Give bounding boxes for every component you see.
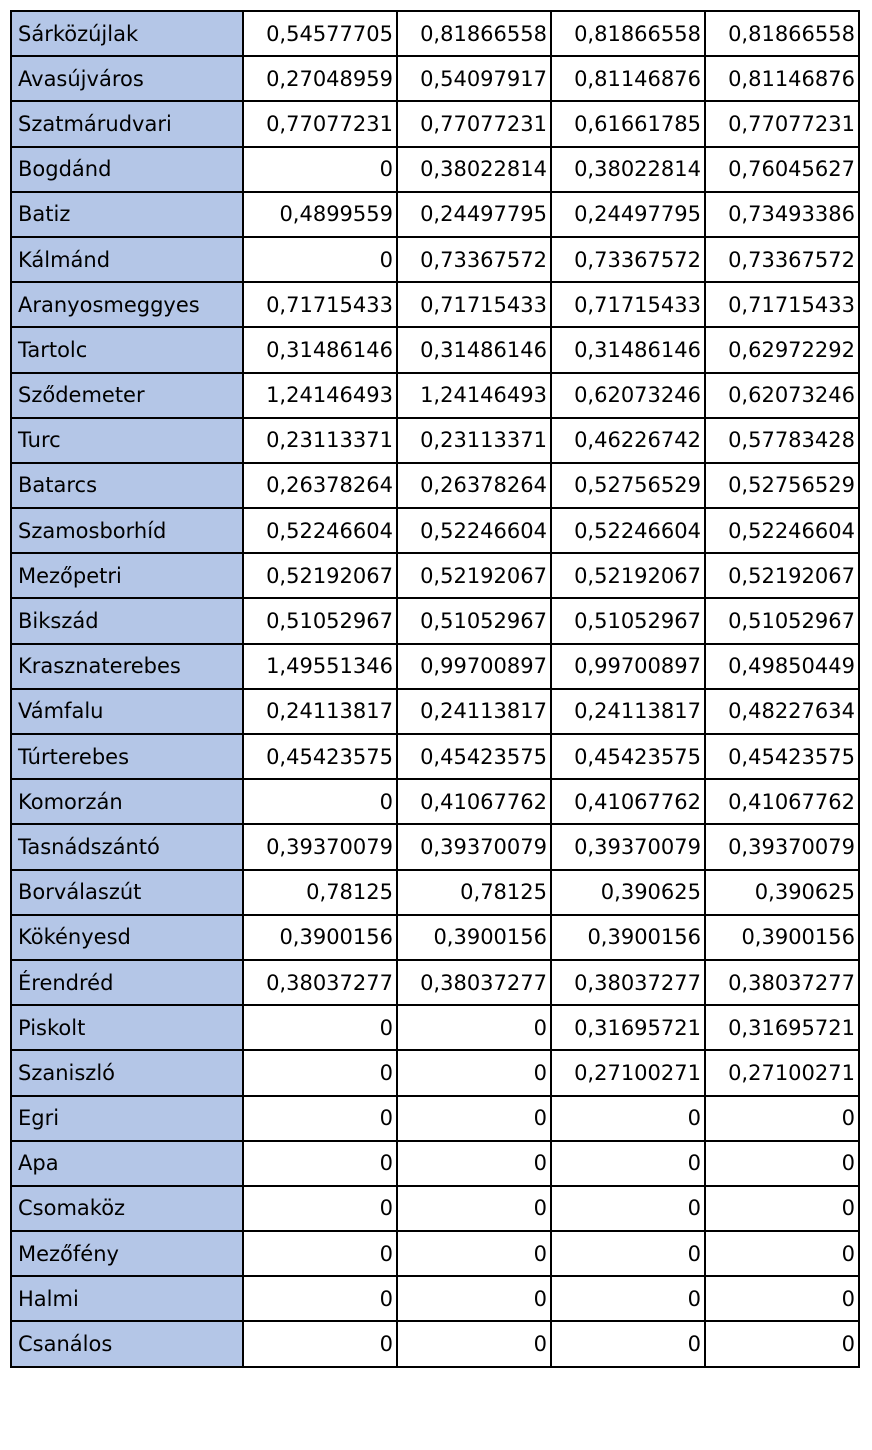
value-cell-col-3: 0,46226742 — [551, 418, 705, 463]
value-cell-col-2: 0 — [397, 1186, 551, 1231]
value-cell-col-2: 0,52246604 — [397, 508, 551, 553]
value-cell-col-2: 0,3900156 — [397, 915, 551, 960]
value-cell-col-4: 0,27100271 — [705, 1050, 859, 1095]
value-cell-col-4: 0,390625 — [705, 870, 859, 915]
table-row — [11, 192, 859, 237]
value-cell-col-1: 0,77077231 — [243, 101, 397, 146]
value-cell-col-4: 0,81866558 — [705, 11, 859, 56]
value-cell-col-2: 0,41067762 — [397, 779, 551, 824]
value-cell-col-3: 0,73367572 — [551, 237, 705, 282]
settlement-name-cell: Szaniszló — [11, 1050, 243, 1095]
settlement-name-cell: Aranyosmeggyes — [11, 282, 243, 327]
settlement-name-cell: Tartolc — [11, 327, 243, 372]
value-cell-col-2: 0 — [397, 1231, 551, 1276]
value-cell-col-4: 0,52756529 — [705, 463, 859, 508]
settlement-name-cell: Piskolt — [11, 1005, 243, 1050]
table-row — [11, 1141, 859, 1186]
settlement-name-cell: Egri — [11, 1096, 243, 1141]
value-cell-col-4: 0,31695721 — [705, 1005, 859, 1050]
value-cell-col-1: 1,49551346 — [243, 644, 397, 689]
value-cell-col-1: 0,52246604 — [243, 508, 397, 553]
value-cell-col-3: 0,24113817 — [551, 689, 705, 734]
settlement-name-cell: Kálmánd — [11, 237, 243, 282]
value-cell-col-1: 0,31486146 — [243, 327, 397, 372]
value-cell-col-3: 0,81866558 — [551, 11, 705, 56]
value-cell-col-3: 0 — [551, 1321, 705, 1366]
value-cell-col-4: 0,51052967 — [705, 598, 859, 643]
value-cell-col-4: 0,38037277 — [705, 960, 859, 1005]
settlement-name-cell: Tasnádszántó — [11, 824, 243, 869]
value-cell-col-4: 0,71715433 — [705, 282, 859, 327]
table-row — [11, 644, 859, 689]
table-row — [11, 237, 859, 282]
value-cell-col-1: 0,39370079 — [243, 824, 397, 869]
settlement-name-cell: Sződemeter — [11, 373, 243, 418]
value-cell-col-1: 0,4899559 — [243, 192, 397, 237]
table-row — [11, 824, 859, 869]
table-row — [11, 553, 859, 598]
value-cell-col-2: 0,45423575 — [397, 734, 551, 779]
settlement-name-cell: Csomaköz — [11, 1186, 243, 1231]
value-cell-col-1: 0,27048959 — [243, 56, 397, 101]
value-cell-col-4: 0 — [705, 1231, 859, 1276]
value-cell-col-2: 0,26378264 — [397, 463, 551, 508]
value-cell-col-1: 0,78125 — [243, 870, 397, 915]
value-cell-col-3: 0 — [551, 1096, 705, 1141]
value-cell-col-2: 1,24146493 — [397, 373, 551, 418]
settlement-values-table — [10, 10, 860, 1368]
table-row — [11, 915, 859, 960]
value-cell-col-4: 0,49850449 — [705, 644, 859, 689]
value-cell-col-2: 0,24113817 — [397, 689, 551, 734]
value-cell-col-1: 0 — [243, 1276, 397, 1321]
value-cell-col-2: 0,52192067 — [397, 553, 551, 598]
settlement-name-cell: Avasújváros — [11, 56, 243, 101]
table-row — [11, 598, 859, 643]
value-cell-col-1: 0,23113371 — [243, 418, 397, 463]
value-cell-col-4: 0 — [705, 1186, 859, 1231]
table-row — [11, 373, 859, 418]
value-cell-col-4: 0,57783428 — [705, 418, 859, 463]
value-cell-col-2: 0,51052967 — [397, 598, 551, 643]
table-row — [11, 689, 859, 734]
value-cell-col-2: 0,39370079 — [397, 824, 551, 869]
settlement-name-cell: Batarcs — [11, 463, 243, 508]
value-cell-col-3: 0,52192067 — [551, 553, 705, 598]
value-cell-col-3: 0,51052967 — [551, 598, 705, 643]
value-cell-col-1: 0,51052967 — [243, 598, 397, 643]
table-row — [11, 1096, 859, 1141]
value-cell-col-2: 0,73367572 — [397, 237, 551, 282]
table-row — [11, 56, 859, 101]
settlement-name-cell: Bogdánd — [11, 147, 243, 192]
value-cell-col-1: 0 — [243, 1096, 397, 1141]
settlement-name-cell: Szamosborhíd — [11, 508, 243, 553]
value-cell-col-2: 0 — [397, 1005, 551, 1050]
table-row — [11, 463, 859, 508]
value-cell-col-4: 0 — [705, 1141, 859, 1186]
value-cell-col-4: 0,48227634 — [705, 689, 859, 734]
value-cell-col-2: 0,78125 — [397, 870, 551, 915]
table-row — [11, 418, 859, 463]
value-cell-col-3: 0,52756529 — [551, 463, 705, 508]
value-cell-col-1: 0,52192067 — [243, 553, 397, 598]
settlement-name-cell: Mezőfény — [11, 1231, 243, 1276]
value-cell-col-1: 0,71715433 — [243, 282, 397, 327]
value-cell-col-2: 0 — [397, 1141, 551, 1186]
table-row — [11, 1050, 859, 1095]
value-cell-col-1: 0,45423575 — [243, 734, 397, 779]
value-cell-col-1: 0 — [243, 1141, 397, 1186]
value-cell-col-4: 0 — [705, 1276, 859, 1321]
table-row — [11, 870, 859, 915]
value-cell-col-3: 0,41067762 — [551, 779, 705, 824]
settlement-name-cell: Túrterebes — [11, 734, 243, 779]
value-cell-col-1: 0 — [243, 779, 397, 824]
value-cell-col-4: 0,77077231 — [705, 101, 859, 146]
value-cell-col-3: 0,31486146 — [551, 327, 705, 372]
settlement-name-cell: Apa — [11, 1141, 243, 1186]
value-cell-col-3: 0,38037277 — [551, 960, 705, 1005]
value-cell-col-1: 0,3900156 — [243, 915, 397, 960]
table-row — [11, 960, 859, 1005]
value-cell-col-2: 0,54097917 — [397, 56, 551, 101]
table-row — [11, 11, 859, 56]
value-cell-col-4: 0,62073246 — [705, 373, 859, 418]
table-row — [11, 282, 859, 327]
value-cell-col-1: 0 — [243, 1005, 397, 1050]
table-row — [11, 1321, 859, 1366]
value-cell-col-1: 0 — [243, 147, 397, 192]
value-cell-col-1: 0,24113817 — [243, 689, 397, 734]
value-cell-col-3: 0,3900156 — [551, 915, 705, 960]
settlement-name-cell: Sárközújlak — [11, 11, 243, 56]
value-cell-col-1: 0 — [243, 1321, 397, 1366]
value-cell-col-3: 0,62073246 — [551, 373, 705, 418]
value-cell-col-2: 0,23113371 — [397, 418, 551, 463]
value-cell-col-3: 0 — [551, 1186, 705, 1231]
table-row — [11, 779, 859, 824]
value-cell-col-2: 0 — [397, 1321, 551, 1366]
settlement-name-cell: Szatmárudvari — [11, 101, 243, 146]
value-cell-col-3: 0,81146876 — [551, 56, 705, 101]
settlement-name-cell: Krasznaterebes — [11, 644, 243, 689]
value-cell-col-1: 1,24146493 — [243, 373, 397, 418]
value-cell-col-1: 0 — [243, 1186, 397, 1231]
value-cell-col-2: 0,31486146 — [397, 327, 551, 372]
value-cell-col-4: 0,73367572 — [705, 237, 859, 282]
settlement-name-cell: Csanálos — [11, 1321, 243, 1366]
table-row — [11, 327, 859, 372]
settlement-name-cell: Kökényesd — [11, 915, 243, 960]
value-cell-col-2: 0,24497795 — [397, 192, 551, 237]
table-row — [11, 1231, 859, 1276]
value-cell-col-1: 0,26378264 — [243, 463, 397, 508]
value-cell-col-1: 0 — [243, 1050, 397, 1095]
value-cell-col-1: 0,54577705 — [243, 11, 397, 56]
value-cell-col-3: 0 — [551, 1141, 705, 1186]
value-cell-col-2: 0 — [397, 1096, 551, 1141]
value-cell-col-4: 0,52192067 — [705, 553, 859, 598]
value-cell-col-2: 0 — [397, 1276, 551, 1321]
table-row — [11, 1276, 859, 1321]
table-row — [11, 147, 859, 192]
table-row — [11, 734, 859, 779]
value-cell-col-3: 0,52246604 — [551, 508, 705, 553]
table-row — [11, 101, 859, 146]
value-cell-col-4: 0 — [705, 1096, 859, 1141]
settlement-name-cell: Komorzán — [11, 779, 243, 824]
value-cell-col-3: 0,71715433 — [551, 282, 705, 327]
value-cell-col-3: 0,99700897 — [551, 644, 705, 689]
value-cell-col-4: 0,41067762 — [705, 779, 859, 824]
value-cell-col-3: 0 — [551, 1231, 705, 1276]
value-cell-col-2: 0,77077231 — [397, 101, 551, 146]
value-cell-col-4: 0,45423575 — [705, 734, 859, 779]
settlement-name-cell: Bikszád — [11, 598, 243, 643]
table-row — [11, 1186, 859, 1231]
table-body — [11, 11, 859, 1367]
settlement-name-cell: Borválaszút — [11, 870, 243, 915]
value-cell-col-1: 0 — [243, 237, 397, 282]
settlement-name-cell: Érendréd — [11, 960, 243, 1005]
value-cell-col-2: 0,71715433 — [397, 282, 551, 327]
value-cell-col-1: 0 — [243, 1231, 397, 1276]
settlement-name-cell: Vámfalu — [11, 689, 243, 734]
value-cell-col-1: 0,38037277 — [243, 960, 397, 1005]
value-cell-col-3: 0 — [551, 1276, 705, 1321]
value-cell-col-4: 0,62972292 — [705, 327, 859, 372]
value-cell-col-3: 0,24497795 — [551, 192, 705, 237]
value-cell-col-3: 0,61661785 — [551, 101, 705, 146]
table-row — [11, 508, 859, 553]
value-cell-col-4: 0 — [705, 1321, 859, 1366]
value-cell-col-4: 0,73493386 — [705, 192, 859, 237]
value-cell-col-3: 0,38022814 — [551, 147, 705, 192]
value-cell-col-4: 0,39370079 — [705, 824, 859, 869]
value-cell-col-2: 0,38037277 — [397, 960, 551, 1005]
settlement-name-cell: Turc — [11, 418, 243, 463]
settlement-name-cell: Halmi — [11, 1276, 243, 1321]
settlement-name-cell: Mezőpetri — [11, 553, 243, 598]
value-cell-col-4: 0,76045627 — [705, 147, 859, 192]
value-cell-col-3: 0,39370079 — [551, 824, 705, 869]
value-cell-col-4: 0,52246604 — [705, 508, 859, 553]
value-cell-col-3: 0,27100271 — [551, 1050, 705, 1095]
value-cell-col-3: 0,31695721 — [551, 1005, 705, 1050]
value-cell-col-4: 0,81146876 — [705, 56, 859, 101]
value-cell-col-3: 0,45423575 — [551, 734, 705, 779]
value-cell-col-4: 0,3900156 — [705, 915, 859, 960]
value-cell-col-2: 0 — [397, 1050, 551, 1095]
value-cell-col-2: 0,81866558 — [397, 11, 551, 56]
value-cell-col-3: 0,390625 — [551, 870, 705, 915]
value-cell-col-2: 0,99700897 — [397, 644, 551, 689]
table-row — [11, 1005, 859, 1050]
value-cell-col-2: 0,38022814 — [397, 147, 551, 192]
settlement-name-cell: Batiz — [11, 192, 243, 237]
